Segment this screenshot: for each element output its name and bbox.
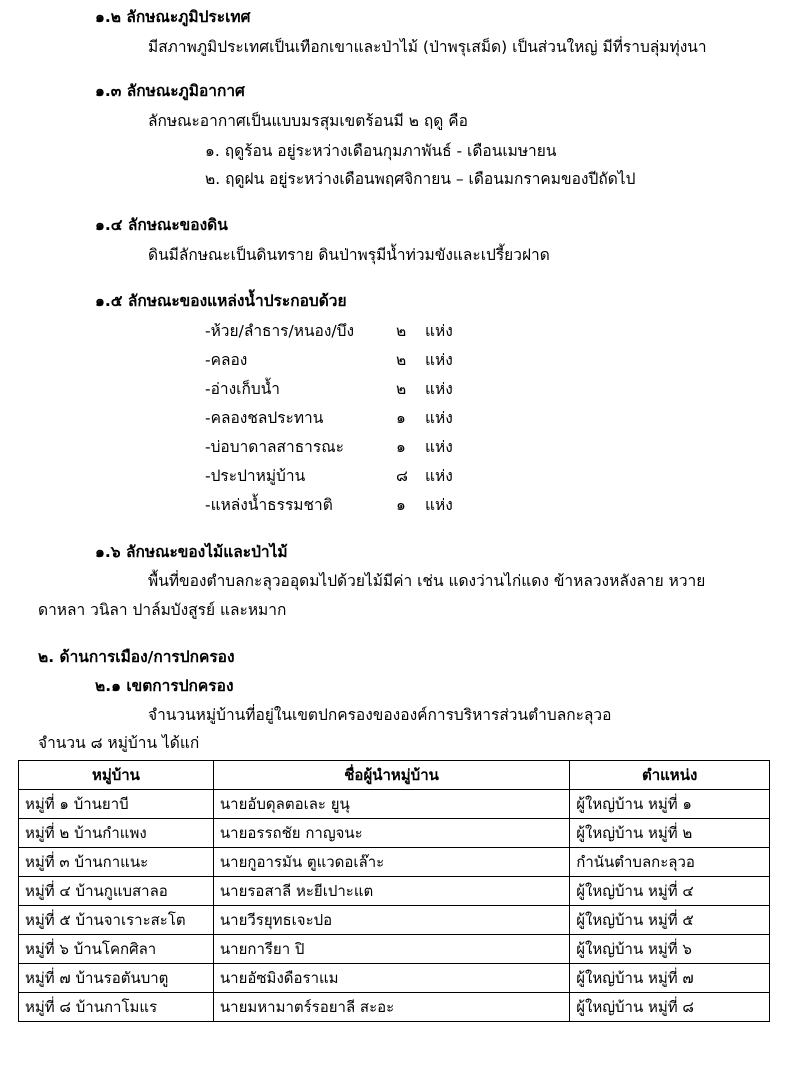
leader-cell: นายอัซมิงดือราแม [213, 964, 569, 993]
water-source-count: ๑ [396, 438, 406, 456]
season-item: ๑. ฤดูร้อน อยู่ระหว่างเดือนกุมภาพันธ์ - เดือนเมษายน [205, 142, 557, 160]
water-source-unit: แห่ง [425, 438, 453, 456]
heading-1-3: ๑.๓ ลักษณะภูมิอากาศ [95, 82, 245, 100]
season-item: ๒. ฤดูฝน อยู่ระหว่างเดือนพฤศจิกายน – เดือนมกราคมของปีถัดไป [205, 170, 636, 188]
column-header-leader: ชื่อผู้นำหมู่บ้าน [213, 761, 569, 790]
water-source-name: -แหล่งน้ำธรรมชาติ [205, 496, 333, 514]
leader-cell: นายรอสาลี หะยีเปาะแต [213, 877, 569, 906]
water-source-name: -อ่างเก็บน้ำ [205, 380, 280, 398]
village-cell: หมู่ที่ ๑ บ้านยาบี [19, 790, 214, 819]
terrain-text: มีสภาพภูมิประเทศเป็นเทือกเขาและป่าไม้ (ป่าพรุเสม็ด) เป็นส่วนใหญ่ มีที่ราบลุ่มทุ่งนา [148, 38, 707, 56]
forest-text-line1: พื้นที่ของตำบลกะลุวออุดมไปด้วยไม้มีค่า เช่น แดงว่านไก่แดง ข้าหลวงหลังลาย หวาย [148, 572, 706, 590]
heading-1-5: ๑.๕ ลักษณะของแหล่งน้ำประกอบด้วย [95, 292, 347, 310]
position-cell: ผู้ใหญ่บ้าน หมู่ที่ ๔ [570, 877, 770, 906]
climate-text: ลักษณะอากาศเป็นแบบมรสุมเขตร้อนมี ๒ ฤดู คือ [148, 112, 468, 130]
table-header-row [19, 761, 770, 790]
column-header-position: ตำแหน่ง [570, 761, 770, 790]
position-cell: กำนันตำบลกะลุวอ [570, 848, 770, 877]
village-cell: หมู่ที่ ๗ บ้านรอตันบาตู [19, 964, 214, 993]
village-cell: หมู่ที่ ๔ บ้านกูแบสาลอ [19, 877, 214, 906]
water-source-count: ๘ [396, 467, 408, 485]
position-cell: ผู้ใหญ่บ้าน หมู่ที่ ๘ [570, 993, 770, 1022]
leader-cell: นายกูอารมัน ตูแวดอเล๊าะ [213, 848, 569, 877]
admin-text-line2: จำนวน ๘ หมู่บ้าน ได้แก่ [38, 734, 200, 752]
soil-text: ดินมีลักษณะเป็นดินทราย ดินป่าพรุมีน้ำท่วมขังและเปรี้ยวฝาด [148, 246, 550, 264]
water-source-count: ๒ [396, 380, 407, 398]
water-source-count: ๒ [396, 322, 407, 340]
heading-1-6: ๑.๖ ลักษณะของไม้และป่าไม้ [95, 543, 288, 561]
table-row [19, 935, 770, 964]
leader-cell: นายวีรยุทธเจะปอ [213, 906, 569, 935]
water-source-name: -คลอง [205, 351, 248, 369]
table-row [19, 790, 770, 819]
water-source-unit: แห่ง [425, 351, 453, 369]
position-cell: ผู้ใหญ่บ้าน หมู่ที่ ๕ [570, 906, 770, 935]
leader-cell: นายอรรถชัย กาญจนะ [213, 819, 569, 848]
water-source-name: -คลองชลประทาน [205, 409, 324, 427]
forest-text-line2: ดาหลา วนิลา ปาล์มบังสูรย์ และหมาก [38, 601, 287, 619]
village-cell: หมู่ที่ ๒ บ้านกำแพง [19, 819, 214, 848]
table-row [19, 819, 770, 848]
water-source-unit: แห่ง [425, 409, 453, 427]
table-row [19, 906, 770, 935]
water-source-unit: แห่ง [425, 380, 453, 398]
water-source-unit: แห่ง [425, 322, 453, 340]
village-table [18, 760, 770, 1022]
water-source-unit: แห่ง [425, 467, 453, 485]
village-cell: หมู่ที่ ๓ บ้านกาแนะ [19, 848, 214, 877]
position-cell: ผู้ใหญ่บ้าน หมู่ที่ ๖ [570, 935, 770, 964]
table-row [19, 993, 770, 1022]
position-cell: ผู้ใหญ่บ้าน หมู่ที่ ๑ [570, 790, 770, 819]
leader-cell: นายการียา ปิ [213, 935, 569, 964]
table-row [19, 877, 770, 906]
water-source-unit: แห่ง [425, 496, 453, 514]
table-row [19, 848, 770, 877]
admin-text-line1: จำนวนหมู่บ้านที่อยู่ในเขตปกครองขององค์การบริหารส่วนตำบลกะลุวอ [148, 706, 612, 724]
water-source-name: -บ่อบาดาลสาธารณะ [205, 438, 344, 456]
water-source-name: -ห้วย/ลำธาร/หนอง/บึง [205, 322, 355, 340]
water-source-count: ๑ [396, 496, 406, 514]
village-cell: หมู่ที่ ๖ บ้านโคกศิลา [19, 935, 214, 964]
water-source-count: ๒ [396, 351, 407, 369]
water-source-count: ๑ [396, 409, 406, 427]
position-cell: ผู้ใหญ่บ้าน หมู่ที่ ๗ [570, 964, 770, 993]
heading-1-2: ๑.๒ ลักษณะภูมิประเทศ [95, 8, 251, 26]
water-source-name: -ประปาหมู่บ้าน [205, 467, 306, 485]
leader-cell: นายอับดุลตอเละ ยูนุ [213, 790, 569, 819]
position-cell: ผู้ใหญ่บ้าน หมู่ที่ ๒ [570, 819, 770, 848]
heading-2-1: ๒.๑ เขตการปกครอง [95, 677, 234, 695]
leader-cell: นายมหามาตร์รอยาลี สะอะ [213, 993, 569, 1022]
heading-1-4: ๑.๔ ลักษณะของดิน [95, 216, 228, 234]
table-row [19, 964, 770, 993]
village-cell: หมู่ที่ ๕ บ้านจาเราะสะโต [19, 906, 214, 935]
column-header-village: หมู่บ้าน [19, 761, 214, 790]
heading-2: ๒. ด้านการเมือง/การปกครอง [38, 648, 235, 666]
village-cell: หมู่ที่ ๘ บ้านกาโมแร [19, 993, 214, 1022]
